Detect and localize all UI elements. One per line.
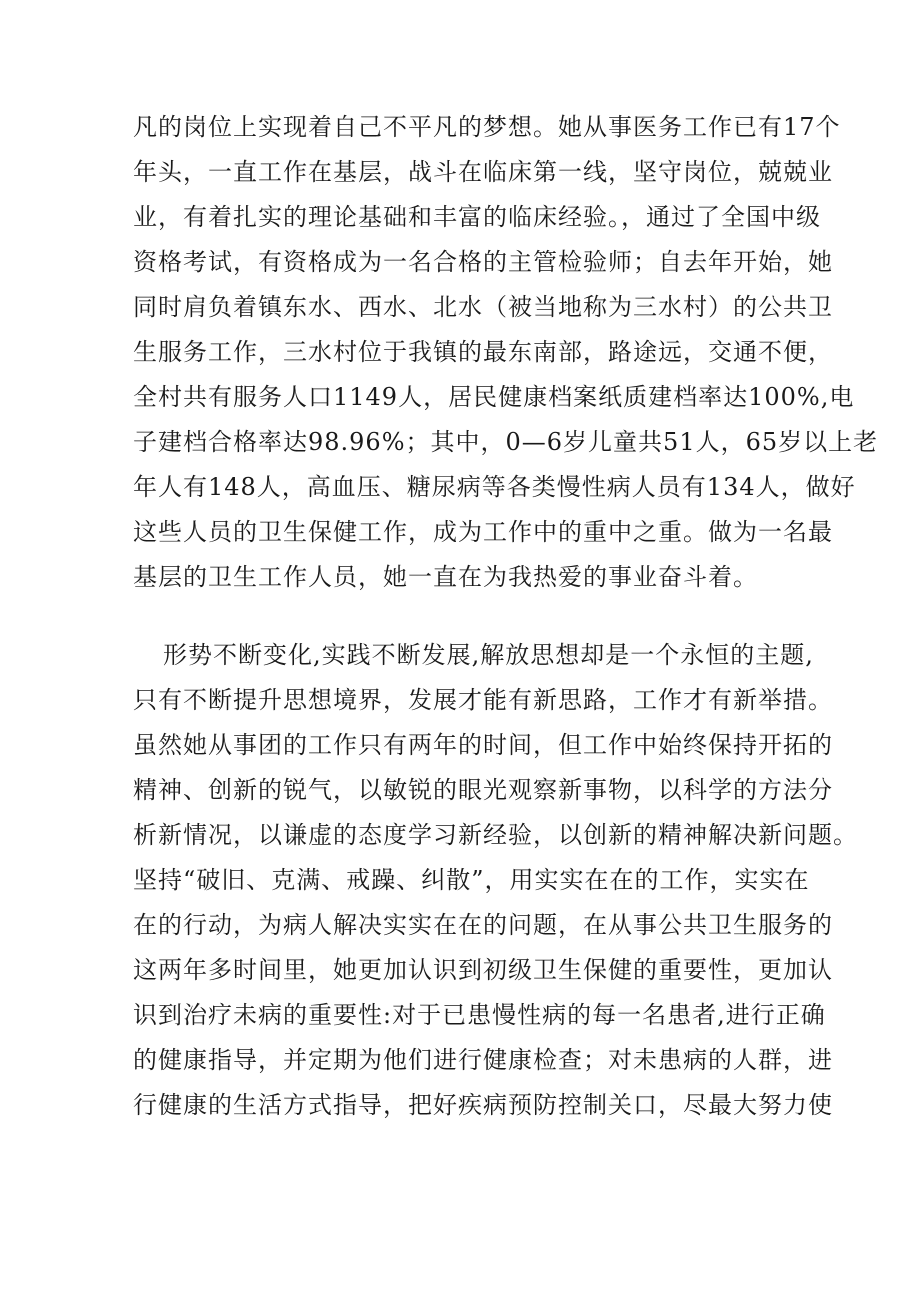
text-line: 精神、创新的锐气，以敏锐的眼光观察新事物，以科学的方法分 bbox=[133, 776, 833, 804]
text-line: 析新情况，以谦虚的态度学习新经验，以创新的精神解决新问题。 bbox=[133, 821, 858, 849]
text-line: 基层的卫生工作人员，她一直在为我热爱的事业奋斗着。 bbox=[133, 563, 758, 591]
text-line: 全村共有服务人口1149人，居民健康档案纸质建档率达100%,电 bbox=[133, 383, 855, 411]
text-line: 只有不断提升思想境界，发展才能有新思路，工作才有新举措。 bbox=[133, 686, 833, 714]
text-line: 年头，一直工作在基层，战斗在临床第一线，坚守岗位，兢兢业 bbox=[133, 158, 833, 186]
text-line: 形势不断变化,实践不断发展,解放思想却是一个永恒的主题, bbox=[163, 641, 814, 669]
text-line: 坚持“破旧、克满、戒躁、纠散”，用实实在在的工作，实实在 bbox=[133, 866, 810, 894]
text-line: 在的行动，为病人解决实实在在的问题，在从事公共卫生服务的 bbox=[133, 911, 833, 939]
text-line: 生服务工作，三水村位于我镇的最东南部，路途远，交通不便， bbox=[133, 338, 833, 366]
text-line: 业，有着扎实的理论基础和丰富的临床经验。，通过了全国中级 bbox=[133, 203, 821, 231]
text-line: 的健康指导，并定期为他们进行健康检查；对未患病的人群，进 bbox=[133, 1046, 833, 1074]
text-line: 行健康的生活方式指导，把好疾病预防控制关口，尽最大努力使 bbox=[133, 1091, 833, 1119]
text-line: 这些人员的卫生保健工作，成为工作中的重中之重。做为一名最 bbox=[133, 518, 833, 546]
text-line: 这两年多时间里，她更加认识到初级卫生保健的重要性，更加认 bbox=[133, 956, 833, 984]
text-line: 识到治疗未病的重要性:对于已患慢性病的每一名患者,进行正确 bbox=[133, 1001, 826, 1029]
text-line: 同时肩负着镇东水、西水、北水（被当地称为三水村）的公共卫 bbox=[133, 293, 833, 321]
text-line: 年人有148人，高血压、糖尿病等各类慢性病人员有134人，做好 bbox=[133, 473, 856, 501]
text-line: 资格考试，有资格成为一名合格的主管检验师；自去年开始，她 bbox=[133, 248, 833, 276]
text-line: 子建档合格率达98.96%；其中，0—6岁儿童共51人，65岁以上老 bbox=[133, 428, 879, 456]
text-line: 凡的岗位上实现着自己不平凡的梦想。她从事医务工作已有17个 bbox=[133, 113, 841, 141]
text-line: 虽然她从事团的工作只有两年的时间，但工作中始终保持开拓的 bbox=[133, 731, 833, 759]
